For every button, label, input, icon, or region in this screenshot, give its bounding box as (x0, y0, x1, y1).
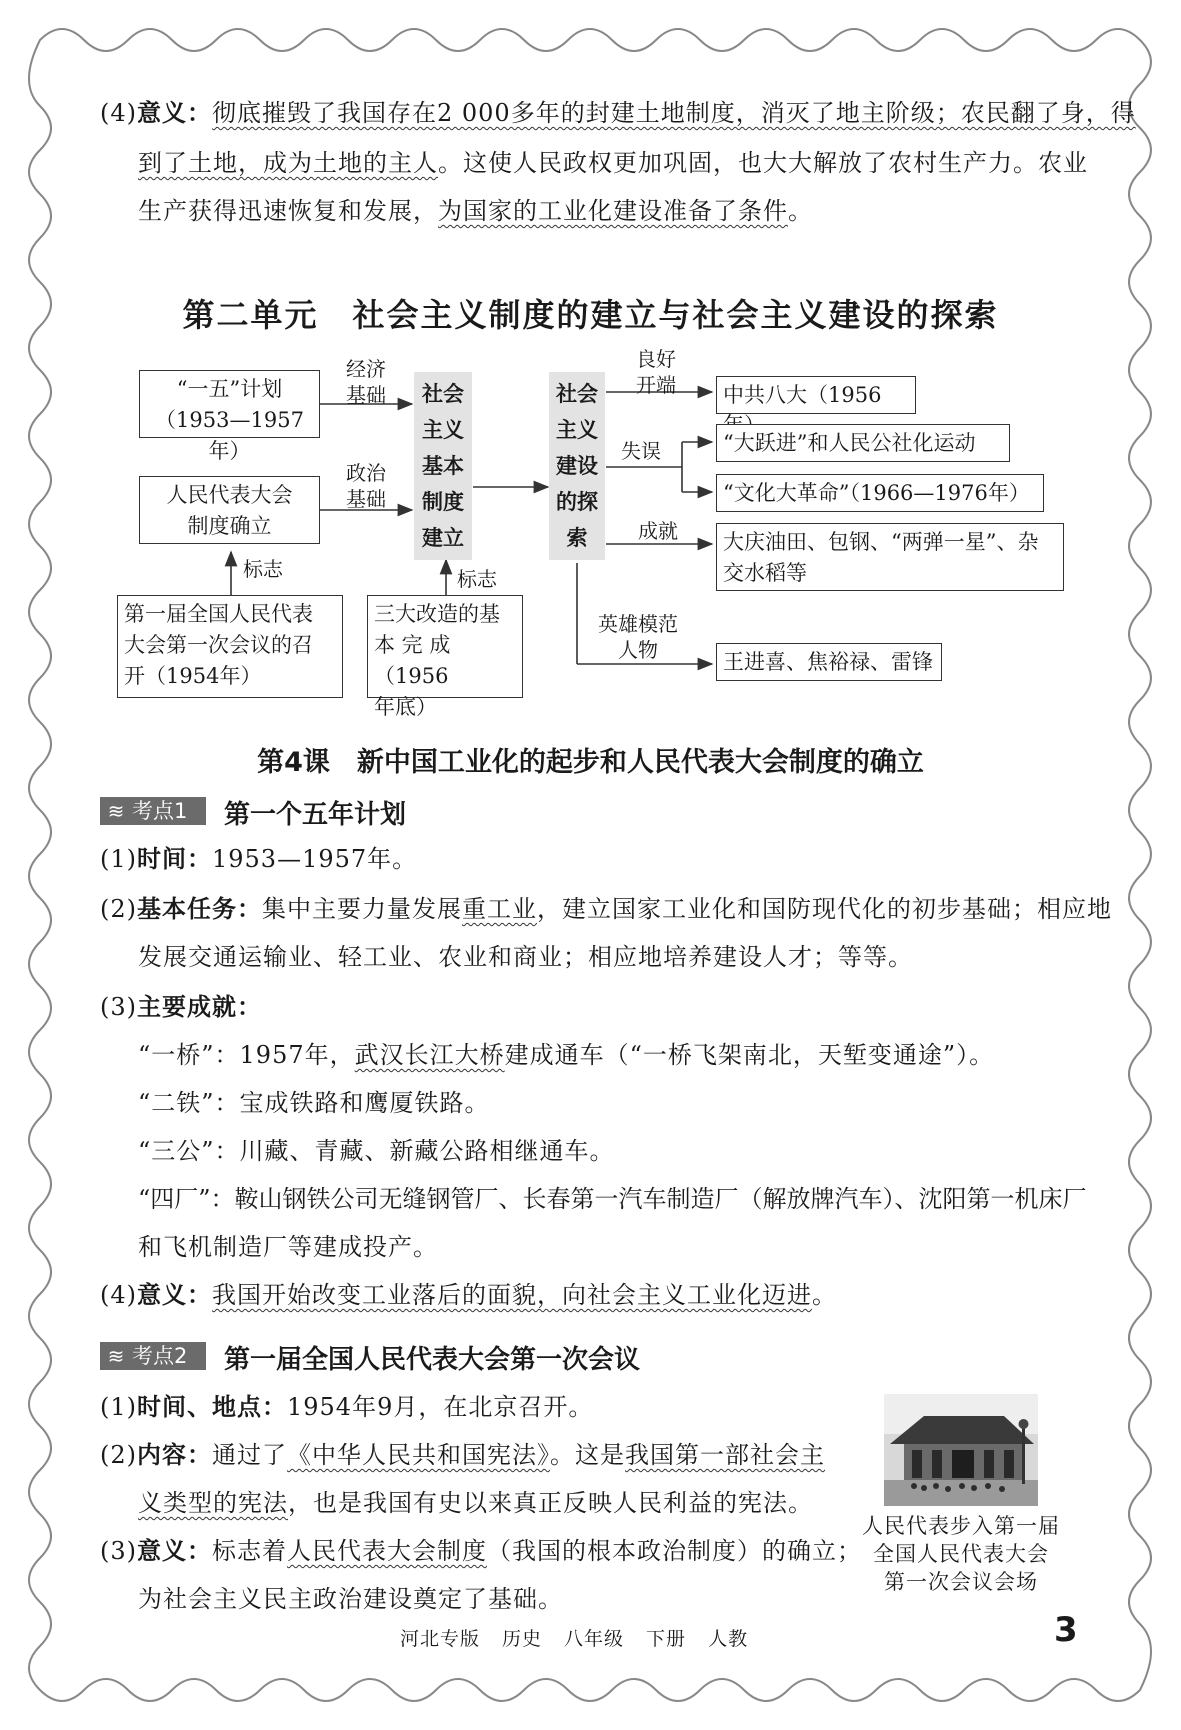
kd1-highways: “三公”：川藏、青藏、新藏公路相继通车。 (138, 1137, 615, 1165)
great-leap-forward-box: “大跃进”和人民公社化运动 (716, 424, 1010, 462)
hero-label: 英雄模范 人物 (598, 612, 678, 662)
economic-basis-label: 经济 基础 (346, 357, 386, 407)
good-start-label: 良好 开端 (636, 347, 676, 397)
three-reforms-box: 三大改造的基 本 完 成（1956 年底） (367, 595, 523, 698)
first-five-year-plan-box: “一五”计划 （1953—1957年） (139, 370, 320, 438)
key-point-1-title: 第一个五年计划 (224, 800, 407, 830)
kd1-bridge: “一桥”：1957年，武汉长江大桥建成通车（“一桥飞架南北，天堑变通途”）。 (138, 1041, 995, 1069)
npc-system-box: 人民代表大会 制度确立 (139, 476, 320, 544)
lesson-title: 第4课 新中国工业化的起步和人民代表大会制度的确立 (257, 747, 924, 778)
npc-hall-photo (884, 1394, 1038, 1506)
kd2-significance-line-2: 为社会主义民主政治建设奠定了基础。 (138, 1585, 563, 1613)
kd2-content-line-2: 义类型的宪法，也是我国有史以来真正反映人民利益的宪法。 (138, 1489, 813, 1517)
waves-icon: ≋ (107, 799, 125, 823)
kd2-time-place: (1)时间、地点：1954年9月，在北京召开。 (100, 1393, 594, 1421)
photo-caption: 人民代表步入第一届 全国人民代表大会 第一次会议会场 (862, 1514, 1060, 1594)
kd1-task-line-1: (2)基本任务：集中主要力量发展重工业，建立国家工业化和国防现代化的初步基础；相应地 (100, 895, 1112, 923)
mark-label-right: 标志 (457, 567, 497, 591)
key-point-1-tag: ≋ 考点1 (100, 797, 206, 825)
kd1-task-line-2: 发展交通运输业、轻工业、农业和商业；相应地培养建设人才；等等。 (138, 943, 913, 971)
kd1-achievements-heading: (3)主要成就： (100, 993, 262, 1021)
intro-line-3: 生产获得迅速恢复和发展，为国家的工业化建设准备了条件。 (138, 197, 813, 225)
key-point-2-tag: ≋ 考点2 (100, 1342, 206, 1370)
kd1-factories-line-2: 和飞机制造厂等建成投产。 (138, 1233, 438, 1261)
mistake-label: 失误 (621, 439, 661, 463)
kd2-content-line-1: (2)内容：通过了《中华人民共和国宪法》。这是我国第一部社会主 (100, 1441, 825, 1469)
intro-line-2: 到了土地，成为土地的主人。这使人民政权更加巩固，也大大解放了农村生产力。农业 (138, 149, 1088, 177)
exploration-box: 社会 主义 建设 的探 索 (549, 372, 605, 560)
first-npc-meeting-box: 第一届全国人民代表 大会第一次会议的召 开（1954年） (117, 595, 343, 698)
kd2-significance-line-1: (3)意义：标志着人民代表大会制度（我国的根本政治制度）的确立； (100, 1537, 862, 1565)
kd1-significance: (4)意义：我国开始改变工业落后的面貌，向社会主义工业化迈进。 (100, 1281, 837, 1309)
heroes-box: 王进喜、焦裕禄、雷锋 (716, 643, 942, 681)
page-number: 3 (1054, 1610, 1078, 1650)
kd1-factories-line-1: “四厂”：鞍山钢铁公司无缝钢管厂、长春第一汽车制造厂（解放牌汽车）、沈阳第一机床厂 (138, 1185, 1087, 1213)
achievements-box: 大庆油田、包钢、“两弹一星”、杂 交水稻等 (716, 523, 1064, 591)
waves-icon: ≋ (107, 1344, 125, 1368)
footer: 河北专版 历史 八年级 下册 人教 (400, 1628, 749, 1650)
mark-label-left: 标志 (243, 557, 283, 581)
achievement-label: 成就 (638, 519, 678, 543)
basic-system-box: 社会 主义 基本 制度 建立 (414, 372, 472, 560)
cultural-revolution-box: “文化大革命”（1966—1976年） (716, 474, 1044, 512)
key-point-2-title: 第一届全国人民代表大会第一次会议 (224, 1345, 641, 1375)
kd1-time: (1)时间：1953—1957年。 (100, 845, 418, 873)
cpc-8th-congress-box: 中共八大（1956 (716, 376, 916, 414)
intro-line-1: (4)意义：彻底摧毁了我国存在2 000多年的封建土地制度，消灭了地主阶级；农民翻了身，得 (100, 99, 1136, 127)
unit-title: 第二单元 社会主义制度的建立与社会主义建设的探索 (182, 296, 999, 334)
political-basis-label: 政治 基础 (346, 461, 386, 511)
kd1-railways: “二铁”：宝成铁路和鹰厦铁路。 (138, 1089, 490, 1117)
